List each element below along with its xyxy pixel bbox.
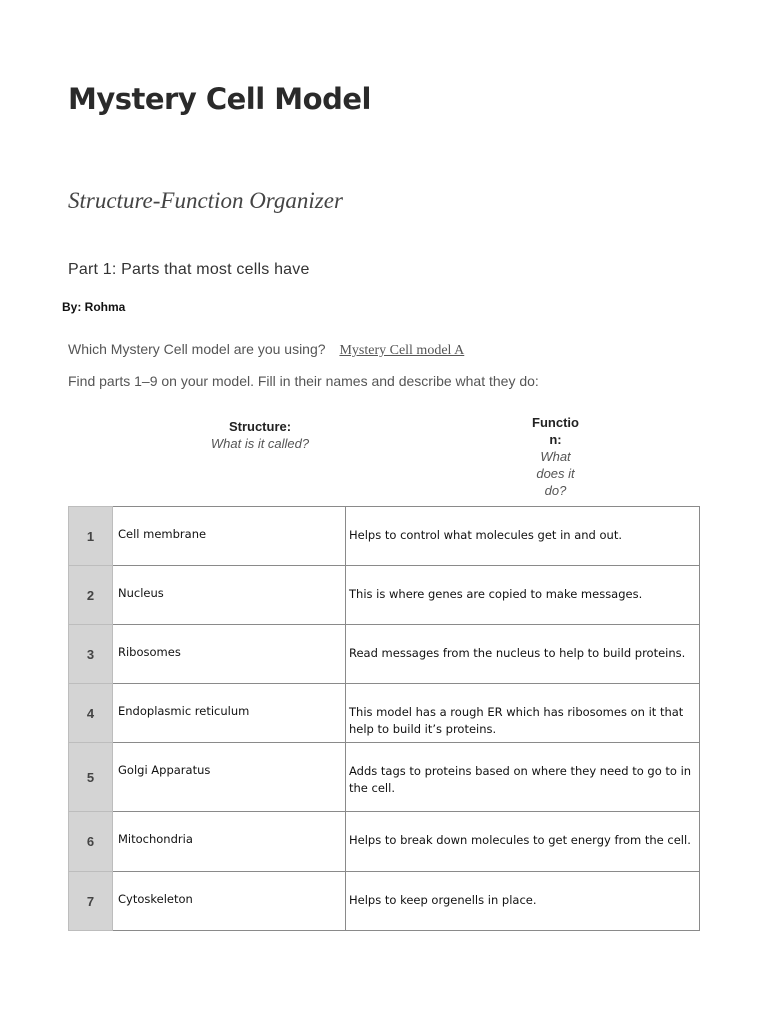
row-number: 4	[69, 684, 113, 743]
structure-cell: Nucleus	[113, 566, 346, 625]
row-number: 2	[69, 566, 113, 625]
page-title: Mystery Cell Model	[68, 82, 371, 116]
table-row	[69, 872, 700, 931]
row-number: 7	[69, 872, 113, 931]
instruction-text: Find parts 1–9 on your model. Fill in their names and describe what they do:	[68, 373, 539, 389]
row-number: 1	[69, 507, 113, 566]
structure-cell: Cytoskeleton	[113, 872, 346, 931]
structure-cell: Golgi Apparatus	[113, 743, 346, 812]
row-number: 6	[69, 812, 113, 872]
part-heading: Part 1: Parts that most cells have	[68, 261, 310, 278]
table-row	[69, 566, 700, 625]
function-cell: This model has a rough ER which has ribosomes on it that help to build it’s proteins.	[346, 684, 700, 743]
table-row	[69, 812, 700, 872]
table-row	[69, 684, 700, 743]
function-cell: Read messages from the nucleus to help to build proteins.	[346, 625, 700, 684]
function-cell: Helps to keep orgenells in place.	[346, 872, 700, 931]
structure-cell: Endoplasmic reticulum	[113, 684, 346, 743]
structure-heading-label: Structure:	[228, 419, 292, 434]
model-question-prompt: Which Mystery Cell model are you using?	[68, 341, 326, 357]
table-row	[69, 507, 700, 566]
structure-column-heading	[200, 418, 320, 452]
structure-cell: Cell membrane	[113, 507, 346, 566]
function-cell: Adds tags to proteins based on where they need to go to in the cell.	[346, 743, 700, 812]
function-heading-label: Function:	[532, 415, 579, 447]
author-byline: By: Rohma	[62, 300, 126, 314]
table-row	[69, 743, 700, 812]
function-heading-sub: What does it do?	[536, 449, 575, 498]
function-cell: Helps to control what molecules get in and out.	[346, 507, 700, 566]
row-number: 3	[69, 625, 113, 684]
function-column-heading	[528, 414, 583, 499]
function-cell: This is where genes are copied to make messages.	[346, 566, 700, 625]
structure-heading-sub: What is it called?	[210, 436, 310, 451]
structure-cell: Ribosomes	[113, 625, 346, 684]
parts-table	[68, 506, 700, 931]
structure-cell: Mitochondria	[113, 812, 346, 872]
model-answer: Mystery Cell model A	[339, 343, 465, 358]
table-row	[69, 625, 700, 684]
model-question	[68, 341, 464, 359]
function-cell: Helps to break down molecules to get energy from the cell.	[346, 812, 700, 872]
page-subtitle: Structure-Function Organizer	[68, 188, 343, 213]
row-number: 5	[69, 743, 113, 812]
